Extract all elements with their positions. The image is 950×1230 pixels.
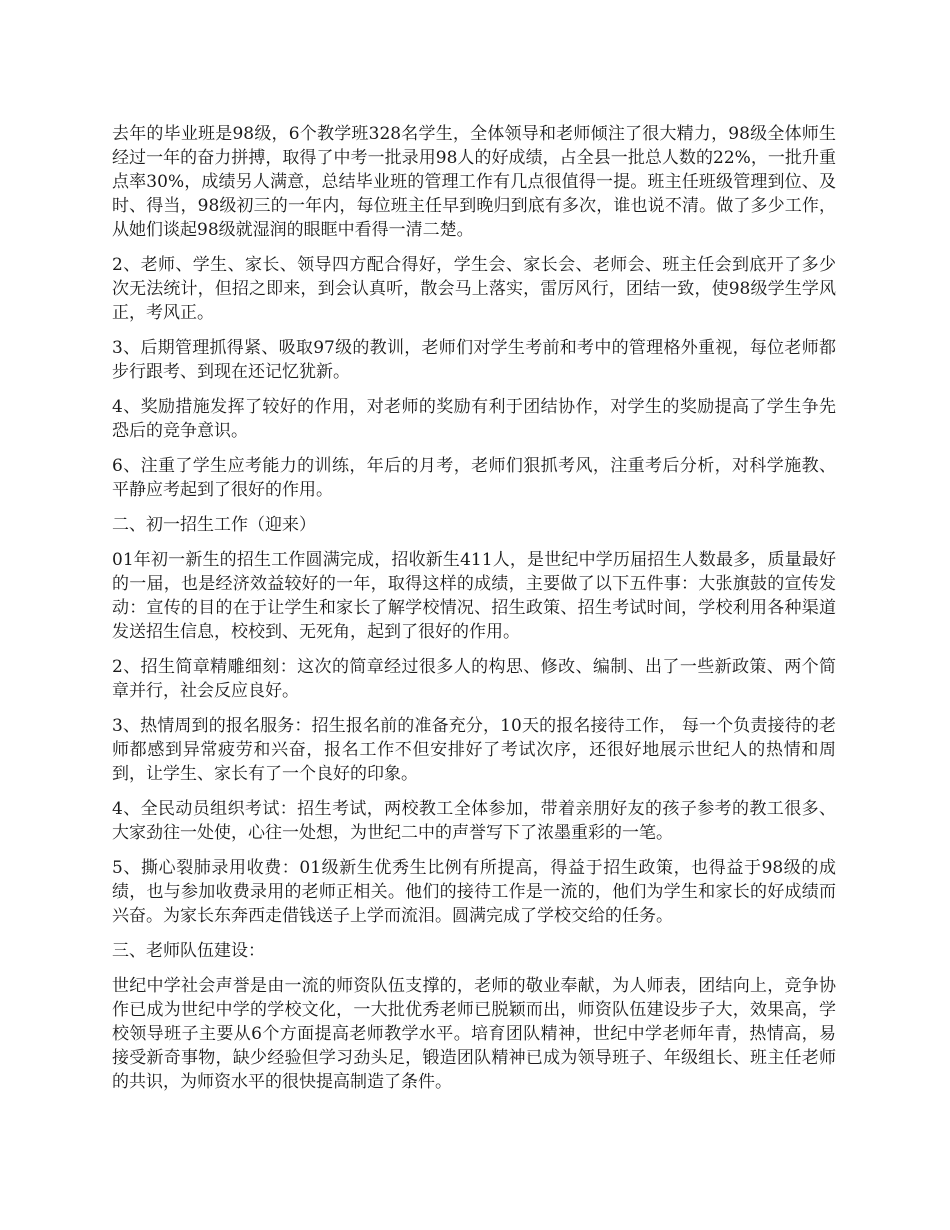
document-body [112,122,836,1105]
paragraph-teacher-team-building: 世纪中学社会声誉是由一流的师资队伍支撑的，老师的敬业奉献，为人师表，团结向上，竞争协作已成为世纪中学的学校文化，一大批优秀老师已脱颖而出，师资队伍建设步子大，效果高，学校领导班子主要从6个方面提高老师教学水平。培育团队精神，世纪中学老师年青，热情高，易接受新奇事物，缺少经验但学习劲头足，锻造团队精神已成为领导班子、年级组长、班主任老师的共识，为师资水平的很快提高制造了条件。 [112,976,836,1092]
paragraph-incentive-measures: 4、奖励措施发挥了较好的作用，对老师的奖励有利于团结协作，对学生的奖励提高了学生争先恐后的竞争意识。 [112,397,836,441]
paragraph-exam-organization: 4、全民动员组织考试：招生考试，两校教工全体参加，带着亲朋好友的孩子参考的教工很多、大家劲往一处使，心往一处想，为世纪二中的声誉写下了浓墨重彩的一笔。 [112,799,836,843]
paragraph-admission-fees: 5、撕心裂肺录用收费：01级新生优秀生比例有所提高，得益于招生政策，也得益于98级的成绩，也与参加收费录用的老师正相关。他们的接待工作是一流的，他们为学生和家长的好成绩而兴奋。为家长东奔西走借钱送子上学而流泪。圆满完成了学校交给的任务。 [112,858,836,926]
paragraph-enrollment-overview: 01年初一新生的招生工作圆满完成，招收新生411人，是世纪中学历届招生人数最多，质量最好的一届，也是经济效益较好的一年，取得这样的成绩，主要做了以下五件事：大张旗鼓的宣传发动：宣传的目的在于让学生和家长了解学校情况、招生政策、招生考试时间，学校利用各种渠道发送招生信息，校校到、无死角，起到了很好的作用。 [112,550,836,642]
section-heading-teacher-team: 三、老师队伍建设： [112,941,265,961]
paragraph-four-party-cooperation: 2、老师、学生、家长、领导四方配合得好，学生会、家长会、老师会、班主任会到底开了多少次无法统计，但招之即来，到会认真听，散会马上落实，雷厉风行，团结一致，使98级学生学风正，考风正。 [112,255,836,323]
paragraph-registration-service: 3、热情周到的报名服务：招生报名前的准备充分，10天的报名接待工作， 每一个负责接待的老师都感到异常疲劳和兴奋，报名工作不但安排好了考试次序，还很好地展示世纪人的热情和周到，让学生、家长有了一个良好的印象。 [112,716,836,784]
section-heading-enrollment: 二、初一招生工作（迎来） [112,515,316,535]
paragraph-exam-training: 6、注重了学生应考能力的训练，年后的月考，老师们狠抓考风，注重考后分析，对科学施教、平静应考起到了很好的作用。 [112,456,836,500]
paragraph-grad-class-summary: 去年的毕业班是98级，6个教学班328名学生，全体领导和老师倾注了很大精力，98级全体师生经过一年的奋力拼搏，取得了中考一批录用98人的好成绩，占全县一批总人数的22%，一批升重点率30%，成绩另人满意，总结毕业班的管理工作有几点很值得一提。班主任班级管理到位、及时、得当，98级初三的一年内，每位班主任早到晚归到底有多次，谁也说不清。做了多少工作，从她们谈起98级就湿润的眼眶中看得一清二楚。 [112,124,836,240]
paragraph-late-stage-management: 3、后期管理抓得紧、吸取97级的教训，老师们对学生考前和考中的管理格外重视，每位老师都步行跟考、到现在还记忆犹新。 [112,338,836,382]
paragraph-enrollment-brochure: 2、招生简章精雕细刻：这次的简章经过很多人的构思、修改、编制、出了一些新政策、两个简章并行，社会反应良好。 [112,657,836,701]
